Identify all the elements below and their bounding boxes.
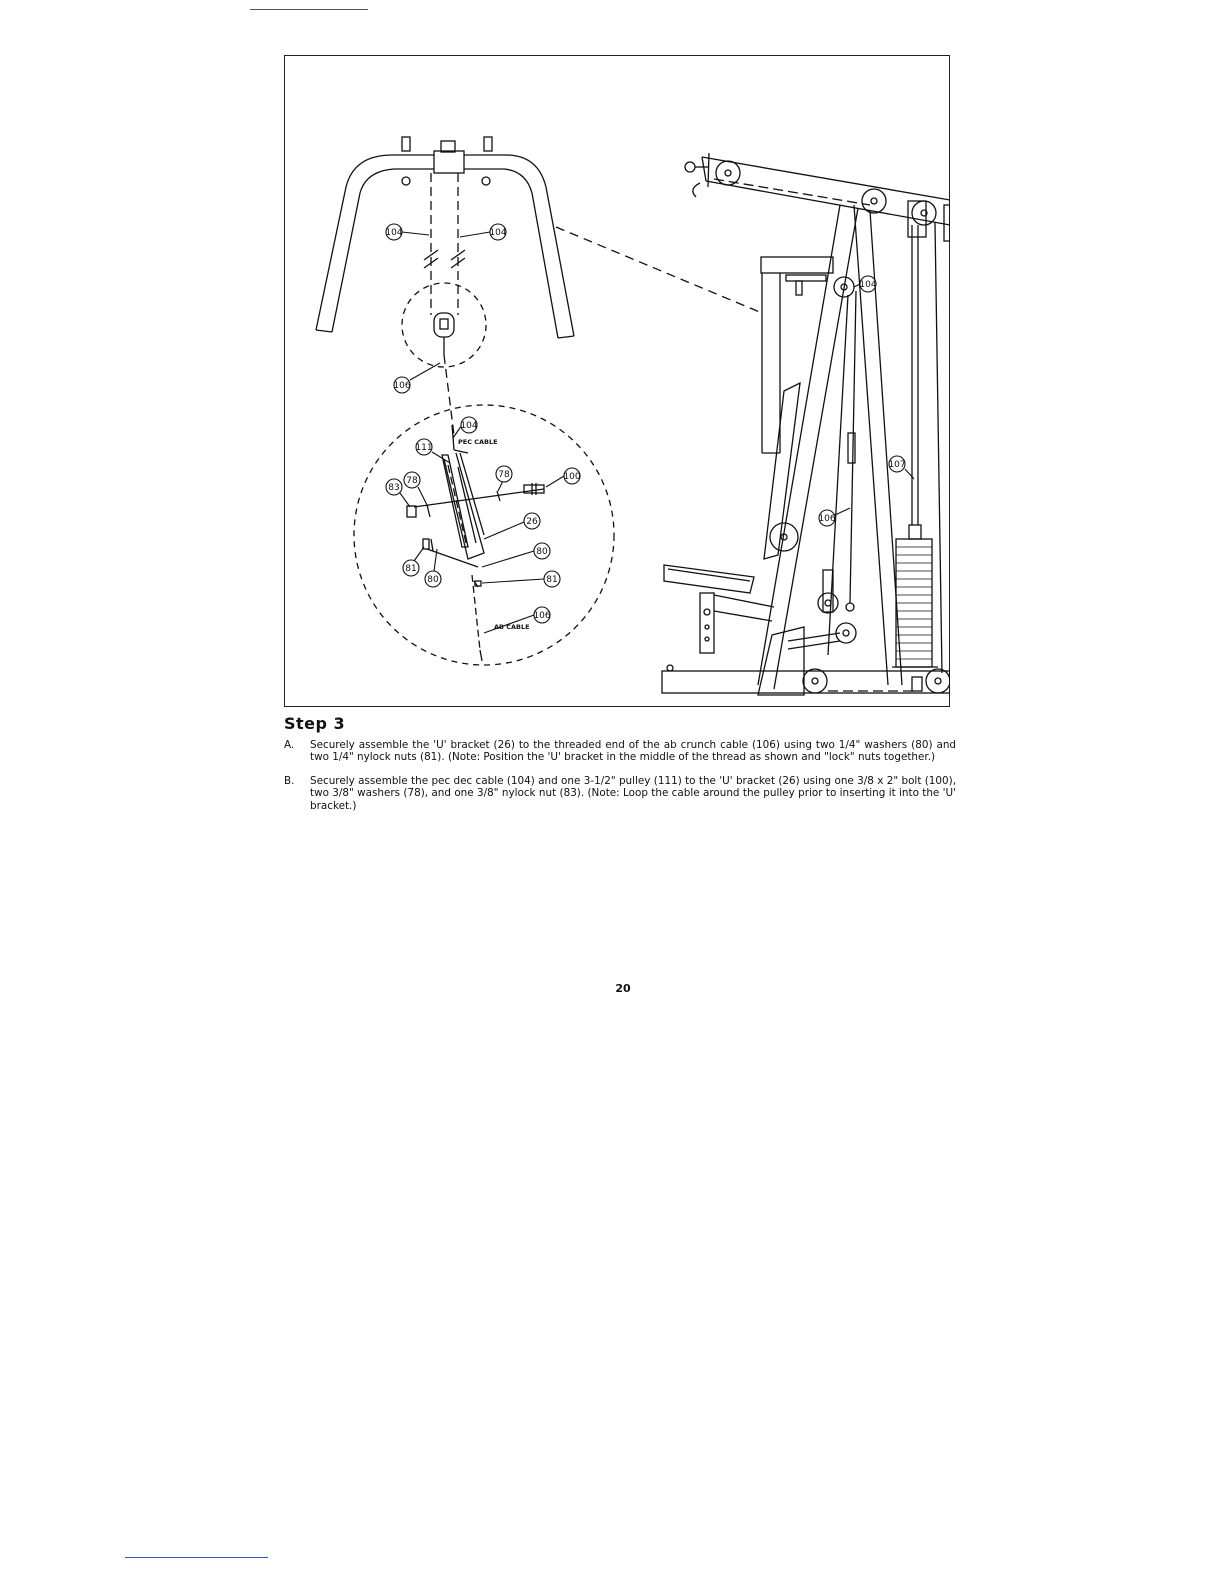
- callout-78-left: [404, 472, 428, 507]
- cable-break-marks: [424, 250, 465, 268]
- callout-78-left-text: 78: [406, 476, 418, 486]
- pec-arm-frame: [316, 137, 574, 338]
- callout-107-text: 107: [888, 460, 906, 470]
- callout-106-machine-text: 106: [818, 514, 836, 524]
- instruction-text: Securely assemble the pec dec cable (104) and one 3-1/2" pulley (111) to the 'U' bracket (26) using one 3/8 x 2" bolt (100), two 3/8" washers (78), and one 3/8" nylock nut (83). (Note: Loop the cable around the pulley prior to inserting it into the 'U' bracket.): [310, 774, 956, 812]
- callout-104-machine-text: 104: [859, 280, 877, 290]
- callout-106-detail-text: 106: [533, 611, 551, 621]
- ab-cable-label: AB CABLE: [494, 623, 530, 631]
- instruction-a: [284, 739, 956, 764]
- callout-104-right: [460, 224, 507, 240]
- instruction-text: Securely assemble the 'U' bracket (26) to the threaded end of the ab crunch cable (106) using two 1/4" washers (80) and two 1/4" nylock nuts (81). (Note: Position the 'U' bracket in the middle of the thread as shown and "lock" nuts together.): [310, 739, 956, 764]
- page-number: 20: [615, 982, 631, 995]
- bolt-assembly: [407, 483, 544, 517]
- callout-104-detail: [453, 417, 478, 438]
- pec-cable-label: PEC CABLE: [458, 438, 498, 446]
- projection-line: [556, 227, 762, 313]
- callout-104-detail-text: 104: [460, 421, 478, 431]
- callout-26-text: 26: [526, 517, 538, 527]
- u-bracket: [442, 453, 484, 559]
- callout-106-top: [393, 363, 440, 393]
- callout-80-right: [482, 543, 550, 567]
- instruction-letter: B.: [284, 774, 295, 787]
- callout-81-left-text: 81: [405, 564, 417, 574]
- callout-104-machine: [854, 276, 877, 292]
- instruction-b: [284, 775, 956, 812]
- callout-100-text: 100: [563, 472, 581, 482]
- center-pulley: [434, 313, 454, 355]
- bottom-rule: [125, 1557, 268, 1558]
- callout-104-left: [385, 224, 429, 240]
- callout-111: [415, 439, 450, 463]
- assembly-diagram: [284, 55, 950, 707]
- callout-80-right-text: 80: [536, 547, 548, 557]
- callout-104-right-text: 104: [489, 228, 507, 238]
- callout-83-text: 83: [388, 483, 400, 493]
- callout-106-top-text: 106: [393, 381, 411, 391]
- callout-80-left: [425, 549, 441, 587]
- callout-78-right: [496, 466, 512, 491]
- instructions: [284, 739, 956, 823]
- top-rule: [250, 9, 368, 10]
- callout-81-right-text: 81: [546, 575, 558, 585]
- machine-side-view: [662, 153, 950, 695]
- callout-111-text: 111: [415, 443, 433, 453]
- callout-100: [546, 468, 581, 487]
- instruction-letter: A.: [284, 739, 295, 751]
- callout-106-machine: [818, 508, 850, 526]
- pec-cable-lines: [431, 173, 458, 435]
- callout-104-left-text: 104: [385, 228, 403, 238]
- callout-81-left: [403, 547, 424, 576]
- callout-107: [888, 456, 914, 479]
- callout-81-right: [482, 571, 560, 587]
- step-title: Step 3: [284, 714, 346, 733]
- callout-80-left-text: 80: [427, 575, 439, 585]
- callout-26: [484, 513, 540, 539]
- callout-78-right-text: 78: [498, 470, 510, 480]
